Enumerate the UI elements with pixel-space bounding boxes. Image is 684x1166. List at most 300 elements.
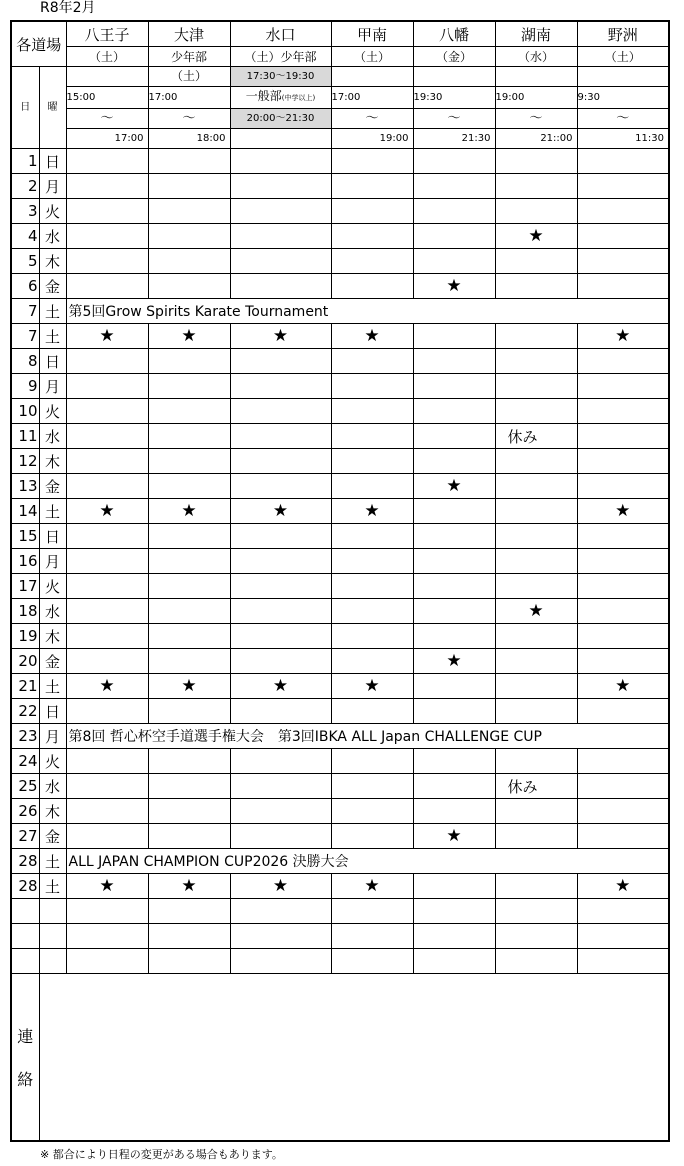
table-row bbox=[11, 599, 669, 624]
day-number: 10 bbox=[11, 399, 39, 424]
schedule-cell bbox=[66, 474, 148, 499]
schedule-cell bbox=[495, 349, 577, 374]
schedule-cell bbox=[331, 399, 413, 424]
day-number: 5 bbox=[11, 249, 39, 274]
star-mark: ★ bbox=[148, 324, 230, 349]
table-row bbox=[11, 449, 669, 474]
schedule-cell bbox=[230, 799, 331, 824]
table-row bbox=[11, 424, 669, 449]
schedule-cell bbox=[495, 149, 577, 174]
schedule-cell bbox=[230, 274, 331, 299]
dojo-day: （土） bbox=[577, 47, 669, 67]
minakuchi-kids-time: 17:30〜19:30 bbox=[230, 67, 331, 87]
schedule-cell bbox=[413, 949, 495, 974]
schedule-cell bbox=[66, 399, 148, 424]
weekday: 木 bbox=[39, 449, 66, 474]
weekday: 火 bbox=[39, 574, 66, 599]
star-mark: ★ bbox=[413, 274, 495, 299]
weekday: 金 bbox=[39, 824, 66, 849]
schedule-cell bbox=[148, 449, 230, 474]
weekday: 月 bbox=[39, 549, 66, 574]
schedule-cell bbox=[577, 574, 669, 599]
end-time: 11:30 bbox=[577, 129, 669, 149]
schedule-cell bbox=[230, 599, 331, 624]
schedule-cell bbox=[230, 449, 331, 474]
schedule-cell bbox=[495, 949, 577, 974]
day-number: 7 bbox=[11, 299, 39, 324]
schedule-cell bbox=[148, 824, 230, 849]
weekday: 土 bbox=[39, 324, 66, 349]
schedule-cell bbox=[413, 624, 495, 649]
star-mark: ★ bbox=[331, 499, 413, 524]
schedule-cell bbox=[577, 524, 669, 549]
weekday: 土 bbox=[39, 299, 66, 324]
day-number: 3 bbox=[11, 199, 39, 224]
schedule-cell bbox=[331, 249, 413, 274]
weekday: 土 bbox=[39, 849, 66, 874]
schedule-cell bbox=[413, 149, 495, 174]
schedule-cell bbox=[413, 424, 495, 449]
schedule-cell bbox=[495, 524, 577, 549]
schedule-cell bbox=[230, 549, 331, 574]
schedule-cell bbox=[66, 449, 148, 474]
schedule-cell bbox=[495, 874, 577, 899]
schedule-cell bbox=[66, 199, 148, 224]
schedule-cell bbox=[495, 574, 577, 599]
day-number: 13 bbox=[11, 474, 39, 499]
schedule-cell bbox=[331, 799, 413, 824]
star-mark: ★ bbox=[230, 874, 331, 899]
schedule-cell bbox=[230, 749, 331, 774]
table-row bbox=[11, 899, 669, 924]
star-mark: ★ bbox=[331, 324, 413, 349]
schedule-cell bbox=[148, 549, 230, 574]
star-mark: ★ bbox=[495, 599, 577, 624]
schedule-cell bbox=[495, 549, 577, 574]
day-number: 4 bbox=[11, 224, 39, 249]
schedule-cell bbox=[66, 274, 148, 299]
schedule-cell bbox=[148, 474, 230, 499]
day-number: 2 bbox=[11, 174, 39, 199]
end-time: 17:00 bbox=[66, 129, 148, 149]
weekday: 日 bbox=[39, 349, 66, 374]
star-mark: ★ bbox=[66, 874, 148, 899]
schedule-cell bbox=[66, 424, 148, 449]
table-row bbox=[11, 774, 669, 799]
schedule-cell bbox=[66, 699, 148, 724]
schedule-cell bbox=[495, 374, 577, 399]
schedule-cell bbox=[66, 524, 148, 549]
schedule-cell bbox=[148, 599, 230, 624]
schedule-cell bbox=[413, 449, 495, 474]
schedule-cell bbox=[495, 924, 577, 949]
schedule-cell bbox=[230, 924, 331, 949]
schedule-cell bbox=[66, 624, 148, 649]
schedule-cell bbox=[577, 424, 669, 449]
star-mark: ★ bbox=[230, 499, 331, 524]
schedule-cell bbox=[577, 174, 669, 199]
schedule-cell bbox=[577, 774, 669, 799]
schedule-cell bbox=[66, 374, 148, 399]
schedule-cell bbox=[495, 249, 577, 274]
schedule-cell bbox=[148, 249, 230, 274]
schedule-cell bbox=[577, 474, 669, 499]
weekday: 木 bbox=[39, 249, 66, 274]
schedule-cell bbox=[495, 699, 577, 724]
star-mark: ★ bbox=[331, 874, 413, 899]
schedule-cell bbox=[331, 174, 413, 199]
day-number: 19 bbox=[11, 624, 39, 649]
table-row bbox=[11, 149, 669, 174]
weekday: 金 bbox=[39, 274, 66, 299]
event-label: ALL JAPAN CHAMPION CUP2026 決勝大会 bbox=[66, 849, 669, 874]
schedule-cell bbox=[413, 749, 495, 774]
day-number: 15 bbox=[11, 524, 39, 549]
start-time: 17:00 bbox=[331, 87, 413, 109]
start-time: 15:00 bbox=[66, 87, 148, 109]
schedule-cell bbox=[230, 249, 331, 274]
dojo-name: 野洲 bbox=[577, 21, 669, 47]
schedule-cell bbox=[66, 799, 148, 824]
schedule-cell bbox=[148, 149, 230, 174]
tilde: 〜 bbox=[577, 109, 669, 129]
contact-area bbox=[39, 974, 669, 1142]
schedule-cell bbox=[331, 374, 413, 399]
schedule-cell bbox=[66, 574, 148, 599]
schedule-cell bbox=[577, 199, 669, 224]
day-header: 日 bbox=[11, 67, 39, 149]
table-row bbox=[11, 874, 669, 899]
schedule-cell bbox=[413, 899, 495, 924]
table-row bbox=[11, 624, 669, 649]
schedule-cell bbox=[577, 824, 669, 849]
day-number: 28 bbox=[11, 874, 39, 899]
schedule-cell bbox=[413, 599, 495, 624]
table-row bbox=[11, 174, 669, 199]
dojo-name: 八王子 bbox=[66, 21, 148, 47]
schedule-cell bbox=[66, 599, 148, 624]
schedule-cell bbox=[331, 699, 413, 724]
dojo-day: （水） bbox=[495, 47, 577, 67]
schedule-cell bbox=[413, 874, 495, 899]
day-number: 6 bbox=[11, 274, 39, 299]
schedule-cell bbox=[66, 549, 148, 574]
table-row bbox=[11, 549, 669, 574]
schedule-cell bbox=[148, 924, 230, 949]
schedule-cell bbox=[230, 424, 331, 449]
schedule-cell bbox=[495, 624, 577, 649]
star-mark: ★ bbox=[577, 674, 669, 699]
schedule-cell bbox=[230, 574, 331, 599]
schedule-cell bbox=[230, 774, 331, 799]
schedule-cell bbox=[230, 949, 331, 974]
table-row bbox=[11, 749, 669, 774]
weekday: 月 bbox=[39, 374, 66, 399]
star-mark: ★ bbox=[66, 674, 148, 699]
weekday: 土 bbox=[39, 674, 66, 699]
schedule-cell bbox=[577, 449, 669, 474]
contact-label: 連 絡 bbox=[11, 974, 39, 1142]
schedule-cell bbox=[230, 474, 331, 499]
schedule-cell bbox=[230, 199, 331, 224]
start-time: 9:30 bbox=[577, 87, 669, 109]
weekday: 日 bbox=[39, 524, 66, 549]
table-row bbox=[11, 324, 669, 349]
schedule-cell bbox=[66, 899, 148, 924]
star-mark: ★ bbox=[577, 874, 669, 899]
schedule-cell bbox=[577, 149, 669, 174]
weekday: 水 bbox=[39, 424, 66, 449]
schedule-cell bbox=[230, 224, 331, 249]
schedule-cell bbox=[331, 449, 413, 474]
day-number: 14 bbox=[11, 499, 39, 524]
schedule-cell bbox=[413, 924, 495, 949]
schedule-table bbox=[10, 20, 670, 1142]
schedule-cell bbox=[413, 699, 495, 724]
schedule-cell bbox=[230, 149, 331, 174]
weekday: 火 bbox=[39, 399, 66, 424]
schedule-cell bbox=[495, 799, 577, 824]
schedule-cell bbox=[495, 674, 577, 699]
dojo-name: 湖南 bbox=[495, 21, 577, 47]
schedule-cell bbox=[331, 199, 413, 224]
schedule-cell bbox=[577, 749, 669, 774]
tilde: 〜 bbox=[148, 109, 230, 129]
otsu-day: （土） bbox=[148, 67, 230, 87]
schedule-cell bbox=[413, 374, 495, 399]
minakuchi-adult-label: 一般部(中学以上) bbox=[230, 87, 331, 109]
star-mark: ★ bbox=[148, 674, 230, 699]
table-row bbox=[11, 249, 669, 274]
table-row bbox=[11, 474, 669, 499]
schedule-cell bbox=[413, 224, 495, 249]
schedule-cell bbox=[413, 799, 495, 824]
schedule-cell bbox=[230, 374, 331, 399]
weekday: 火 bbox=[39, 199, 66, 224]
schedule-cell bbox=[331, 949, 413, 974]
weekday: 水 bbox=[39, 599, 66, 624]
weekday: 日 bbox=[39, 149, 66, 174]
star-mark: ★ bbox=[413, 824, 495, 849]
table-row bbox=[11, 924, 669, 949]
footer-note: ※ 都合により日程の変更がある場合もあります。 bbox=[40, 1148, 283, 1161]
weekday: 金 bbox=[39, 474, 66, 499]
schedule-cell bbox=[413, 574, 495, 599]
day-number: 21 bbox=[11, 674, 39, 699]
schedule-cell bbox=[331, 549, 413, 574]
schedule-cell bbox=[331, 649, 413, 674]
schedule-cell bbox=[331, 824, 413, 849]
start-time: 19:00 bbox=[495, 87, 577, 109]
schedule-cell bbox=[66, 174, 148, 199]
schedule-cell bbox=[148, 524, 230, 549]
schedule-cell bbox=[413, 174, 495, 199]
weekday: 土 bbox=[39, 499, 66, 524]
schedule-cell bbox=[148, 174, 230, 199]
end-time: 18:00 bbox=[148, 129, 230, 149]
tilde: 〜 bbox=[495, 109, 577, 129]
event-label: 第8回 哲心杯空手道選手権大会 第3回IBKA ALL Japan CHALLENGE CUP bbox=[66, 724, 669, 749]
rest-note: 休み bbox=[495, 774, 577, 799]
end-time: 21::00 bbox=[495, 129, 577, 149]
table-row bbox=[11, 799, 669, 824]
weekday: 火 bbox=[39, 749, 66, 774]
schedule-cell bbox=[148, 799, 230, 824]
schedule-cell bbox=[413, 199, 495, 224]
schedule-cell bbox=[413, 399, 495, 424]
schedule-cell bbox=[230, 349, 331, 374]
schedule-cell bbox=[230, 699, 331, 724]
day-number: 27 bbox=[11, 824, 39, 849]
schedule-cell bbox=[413, 549, 495, 574]
table-row bbox=[11, 949, 669, 974]
schedule-cell bbox=[331, 474, 413, 499]
schedule-cell bbox=[230, 524, 331, 549]
star-mark: ★ bbox=[577, 499, 669, 524]
weekday: 月 bbox=[39, 724, 66, 749]
schedule-cell bbox=[577, 399, 669, 424]
tilde: 〜 bbox=[331, 109, 413, 129]
dojo-name: 八幡 bbox=[413, 21, 495, 47]
weekday: 木 bbox=[39, 799, 66, 824]
table-row bbox=[11, 399, 669, 424]
dojo-day: （土） bbox=[331, 47, 413, 67]
day-number: 22 bbox=[11, 699, 39, 724]
schedule-cell bbox=[577, 649, 669, 674]
table-row bbox=[11, 724, 669, 749]
table-row bbox=[11, 649, 669, 674]
day-number: 17 bbox=[11, 574, 39, 599]
schedule-cell bbox=[66, 774, 148, 799]
schedule-cell bbox=[148, 899, 230, 924]
schedule-cell bbox=[577, 949, 669, 974]
schedule-cell bbox=[66, 949, 148, 974]
schedule-cell bbox=[230, 899, 331, 924]
table-row bbox=[11, 524, 669, 549]
table-row bbox=[11, 349, 669, 374]
start-time: 19:30 bbox=[413, 87, 495, 109]
table-row bbox=[11, 299, 669, 324]
schedule-cell bbox=[148, 399, 230, 424]
schedule-cell bbox=[577, 599, 669, 624]
dojo-day: （土）少年部 bbox=[230, 47, 331, 67]
star-mark: ★ bbox=[66, 499, 148, 524]
schedule-cell bbox=[148, 749, 230, 774]
schedule-cell bbox=[331, 149, 413, 174]
schedule-cell bbox=[577, 799, 669, 824]
minakuchi-adult-time: 20:00〜21:30 bbox=[230, 109, 331, 129]
schedule-cell bbox=[148, 374, 230, 399]
schedule-cell bbox=[577, 374, 669, 399]
table-row bbox=[11, 224, 669, 249]
schedule-cell bbox=[66, 749, 148, 774]
star-mark: ★ bbox=[331, 674, 413, 699]
dojo-name: 水口 bbox=[230, 21, 331, 47]
star-mark: ★ bbox=[577, 324, 669, 349]
star-mark: ★ bbox=[413, 649, 495, 674]
schedule-cell bbox=[331, 224, 413, 249]
day-number: 24 bbox=[11, 749, 39, 774]
schedule-cell bbox=[413, 499, 495, 524]
corner-label: 各道場 bbox=[11, 21, 66, 67]
schedule-cell bbox=[331, 924, 413, 949]
schedule-cell bbox=[577, 224, 669, 249]
table-row bbox=[11, 274, 669, 299]
table-row bbox=[11, 674, 669, 699]
table-row bbox=[11, 699, 669, 724]
end-time: 19:00 bbox=[331, 129, 413, 149]
day-number bbox=[11, 924, 39, 949]
schedule-cell bbox=[495, 824, 577, 849]
dojo-name: 甲南 bbox=[331, 21, 413, 47]
schedule-cell bbox=[66, 249, 148, 274]
schedule-cell bbox=[331, 524, 413, 549]
schedule-cell bbox=[230, 824, 331, 849]
schedule-cell bbox=[495, 174, 577, 199]
schedule-cell bbox=[577, 699, 669, 724]
schedule-cell bbox=[331, 424, 413, 449]
day-number: 1 bbox=[11, 149, 39, 174]
schedule-cell bbox=[495, 499, 577, 524]
table-row bbox=[11, 824, 669, 849]
tilde: 〜 bbox=[66, 109, 148, 129]
schedule-cell bbox=[148, 774, 230, 799]
schedule-cell bbox=[331, 624, 413, 649]
schedule-cell bbox=[148, 574, 230, 599]
schedule-cell bbox=[495, 199, 577, 224]
schedule-cell bbox=[66, 924, 148, 949]
weekday bbox=[39, 924, 66, 949]
schedule-cell bbox=[148, 224, 230, 249]
table-row bbox=[11, 574, 669, 599]
schedule-cell bbox=[577, 899, 669, 924]
schedule-cell bbox=[495, 449, 577, 474]
star-mark: ★ bbox=[495, 224, 577, 249]
schedule-cell bbox=[331, 899, 413, 924]
table-row bbox=[11, 374, 669, 399]
schedule-cell bbox=[413, 324, 495, 349]
star-mark: ★ bbox=[148, 874, 230, 899]
schedule-cell bbox=[413, 524, 495, 549]
rest-note: 休み bbox=[495, 424, 577, 449]
schedule-cell bbox=[66, 824, 148, 849]
schedule-cell bbox=[230, 649, 331, 674]
weekday: 木 bbox=[39, 624, 66, 649]
start-time: 17:00 bbox=[148, 87, 230, 109]
schedule-cell bbox=[148, 949, 230, 974]
schedule-cell bbox=[495, 274, 577, 299]
schedule-cell bbox=[66, 224, 148, 249]
schedule-cell bbox=[413, 249, 495, 274]
schedule-cell bbox=[495, 749, 577, 774]
dojo-name: 大津 bbox=[148, 21, 230, 47]
weekday: 水 bbox=[39, 774, 66, 799]
schedule-cell bbox=[413, 774, 495, 799]
schedule-cell bbox=[230, 174, 331, 199]
tilde: 〜 bbox=[413, 109, 495, 129]
weekday: 水 bbox=[39, 224, 66, 249]
weekday: 金 bbox=[39, 649, 66, 674]
star-mark: ★ bbox=[413, 474, 495, 499]
schedule-cell bbox=[148, 649, 230, 674]
day-number: 16 bbox=[11, 549, 39, 574]
schedule-cell bbox=[495, 324, 577, 349]
schedule-cell bbox=[148, 699, 230, 724]
schedule-cell bbox=[577, 249, 669, 274]
schedule-cell bbox=[331, 774, 413, 799]
star-mark: ★ bbox=[148, 499, 230, 524]
dojo-day: （金） bbox=[413, 47, 495, 67]
